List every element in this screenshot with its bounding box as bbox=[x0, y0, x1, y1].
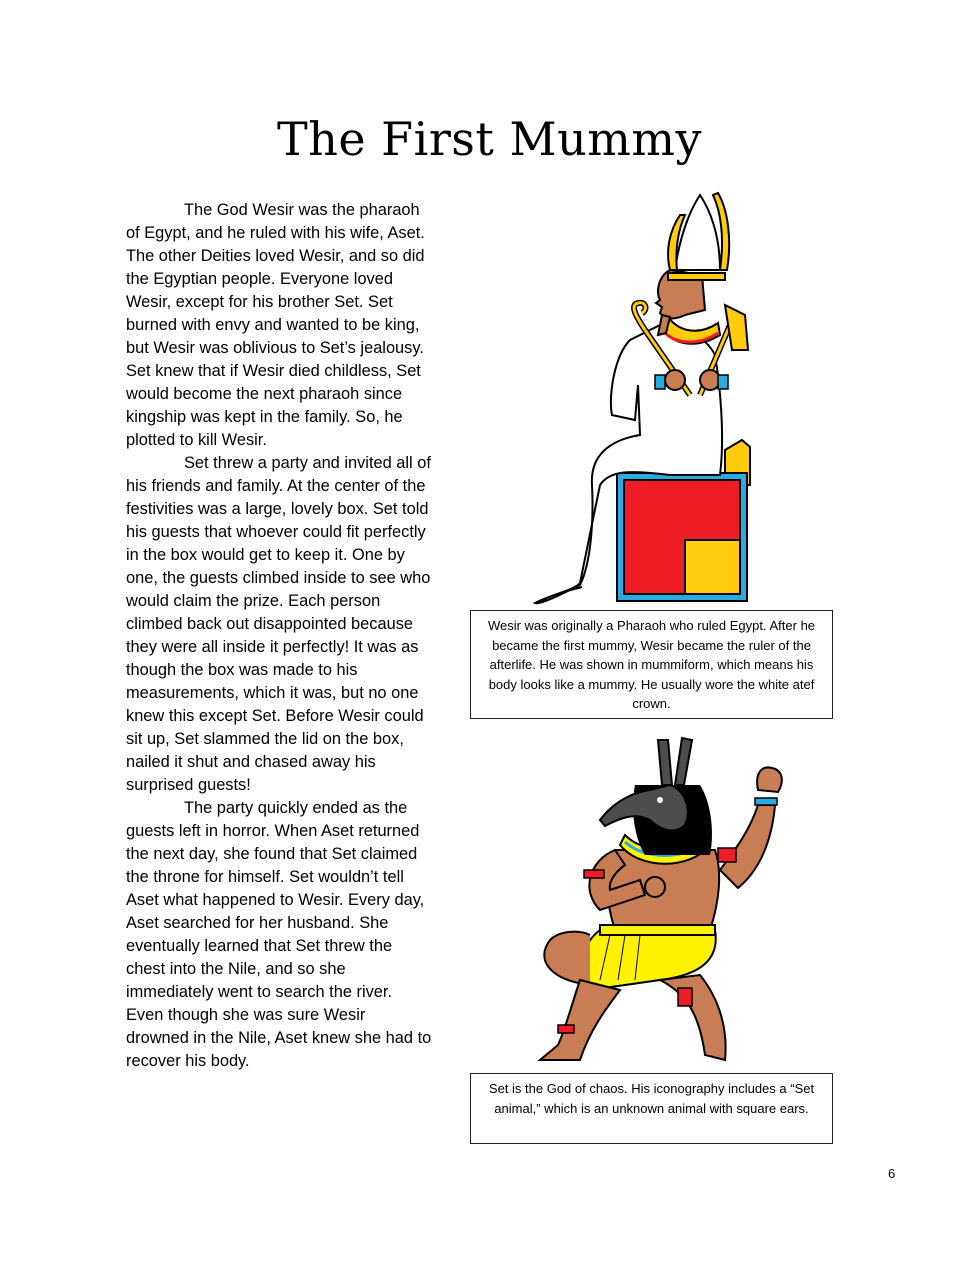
story-paragraph: The God Wesir was the pharaoh of Egypt, and he ruled with his wife, Aset. The other Deities loved Wesir, and so did the Egyptian people. Everyone loved Wesir, except for his brother Set. Set burned with envy and wanted to be king, but Wesir was oblivious to Set’s jealousy. Set knew that if Wesir died childless, Set would become the next pharaoh since kingship was kept in the family. So, he plotted to kill Wesir. bbox=[126, 201, 425, 449]
wesir-caption: Wesir was originally a Pharaoh who ruled Egypt. After he became the first mummy, Wesir became the ruler of the afterlife. He was shown in mummiform, which means his body looks like a mummy. He usually wore the white atef crown. bbox=[470, 610, 833, 719]
page-number: 6 bbox=[888, 1166, 896, 1181]
page-title: The First Mummy bbox=[277, 112, 702, 166]
story-paragraph: The party quickly ended as the guests left in horror. When Aset returned the next day, she found that Set claimed the throne for himself. Set wouldn’t tell Aset what happened to Wesir. Every day, Aset searched for her husband. She eventually learned that Set threw the chest into the Nile, and so she immediately went to search the river. Even though she was sure Wesir drowned in the Nile, Aset knew she had to recover his body. bbox=[126, 799, 432, 1070]
story-text bbox=[126, 199, 432, 1073]
wesir-illustration bbox=[520, 185, 770, 605]
set-illustration bbox=[510, 730, 800, 1070]
set-caption: Set is the God of chaos. His iconography includes a “Set animal,” which is an unknown animal with square ears. bbox=[470, 1073, 833, 1144]
story-paragraph: Set threw a party and invited all of his friends and family. At the center of the festivities was a large, lovely box. Set told his guests that whoever could fit perfectly in the box would get to keep it. One by one, the guests climbed inside to see who would claim the prize. Each person climbed back out disappointed because they were all inside it perfectly! It was as though the box was made to his measurements, which it was, but no one knew this except Set. Before Wesir could sit up, Set slammed the lid on the box, nailed it shut and chased away his surprised guests! bbox=[126, 454, 431, 794]
